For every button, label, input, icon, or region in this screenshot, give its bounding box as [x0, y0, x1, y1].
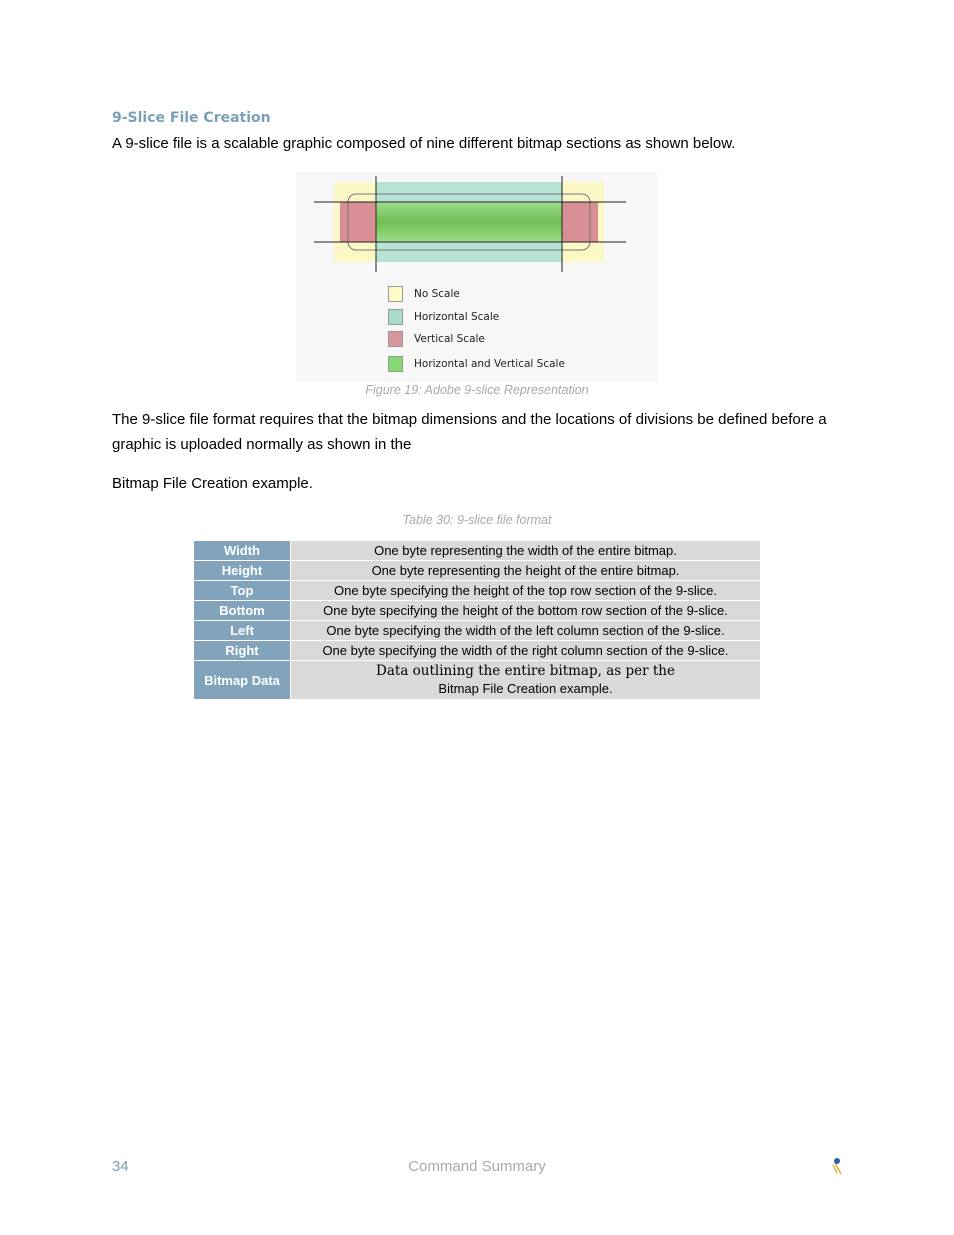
figure-caption: Figure 19: Adobe 9-slice Representation	[365, 383, 589, 397]
body-paragraph: The 9-slice file format requires that the bitmap dimensions and the locations of divisions be defined before a graphic is uploaded normally as shown in the	[112, 411, 827, 453]
footer-title: Command Summary	[408, 1158, 546, 1175]
table-row	[194, 561, 761, 581]
legend-horizontal-vertical-scale	[388, 355, 565, 373]
legend-vertical-scale	[388, 330, 485, 348]
table-row	[194, 601, 761, 621]
section-heading: 9-Slice File Creation	[112, 110, 271, 126]
table-row	[194, 661, 761, 700]
body-paragraph-continued: Bitmap File Creation example.	[112, 475, 313, 492]
table-row	[194, 581, 761, 601]
legend-horizontal-scale	[388, 308, 499, 326]
legend-swatch	[388, 286, 403, 302]
vertical-scale-right	[562, 202, 598, 242]
row-value-line-1: Data outlining the entire bitmap, as per the	[376, 663, 675, 679]
nine-slice-figure	[296, 172, 658, 382]
table-row	[194, 621, 761, 641]
row-key: Left	[194, 621, 291, 641]
legend-label: Horizontal and Vertical Scale	[414, 358, 565, 370]
legend-label: Vertical Scale	[414, 333, 485, 345]
table-row	[194, 641, 761, 661]
legend-label: Horizontal Scale	[414, 311, 500, 323]
row-value: One byte specifying the height of the bottom row section of the 9-slice.	[291, 601, 761, 621]
row-key: Height	[194, 561, 291, 581]
legend-no-scale	[388, 285, 460, 303]
row-key: Right	[194, 641, 291, 661]
row-key: Width	[194, 541, 291, 561]
vertical-scale-left	[340, 202, 376, 242]
row-key: Bottom	[194, 601, 291, 621]
row-key: Top	[194, 581, 291, 601]
row-value: One byte representing the width of the entire bitmap.	[291, 541, 761, 561]
matrix-orbital-logo-icon	[828, 1155, 844, 1177]
legend-swatch	[388, 356, 403, 372]
row-value-line-2: Bitmap File Creation example.	[438, 681, 613, 696]
table-row	[194, 541, 761, 561]
table-caption: Table 30: 9-slice file format	[402, 513, 552, 527]
center-scale-region	[376, 202, 562, 242]
nine-slice-diagram	[296, 172, 658, 382]
page-number: 34	[112, 1158, 129, 1175]
legend-label: No Scale	[414, 288, 460, 300]
row-value: One byte specifying the height of the top row section of the 9-slice.	[291, 581, 761, 601]
row-value: One byte representing the height of the entire bitmap.	[291, 561, 761, 581]
row-value: One byte specifying the width of the right column section of the 9-slice.	[291, 641, 761, 661]
row-value: One byte specifying the width of the left column section of the 9-slice.	[291, 621, 761, 641]
intro-paragraph: A 9-slice file is a scalable graphic composed of nine different bitmap sections as shown below.	[112, 135, 736, 152]
row-value	[291, 661, 761, 700]
nine-slice-format-table	[193, 540, 761, 700]
row-key: Bitmap Data	[194, 661, 291, 700]
legend-swatch	[388, 309, 403, 325]
legend-swatch	[388, 331, 403, 347]
